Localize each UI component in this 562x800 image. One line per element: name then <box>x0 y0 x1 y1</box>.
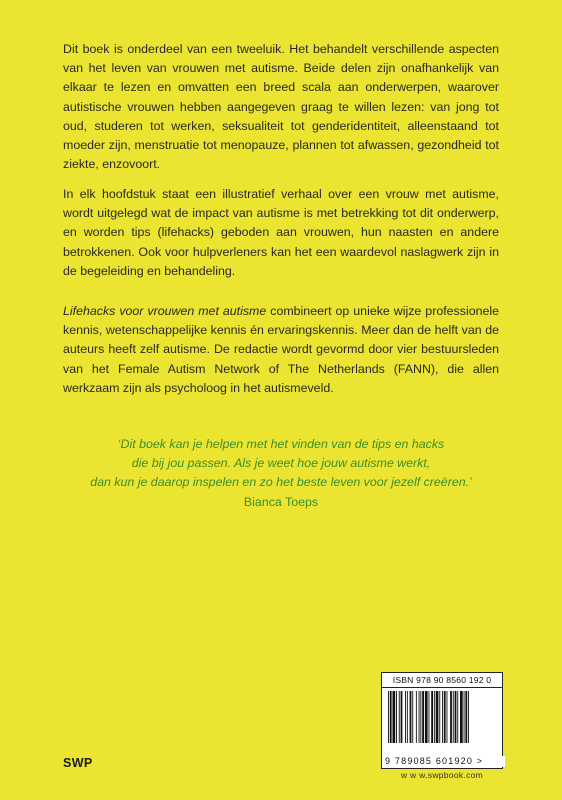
description-paragraph-1: Dit boek is onderdeel van een tweeluik. Het behandelt verschillende aspecten van het leven van vrouwen met autisme. Beide delen zijn onafhankelijk van elkaar te lezen en omvatten een breed scala aan onderwerpen, waarover autistische vrouwen hebben aangegeven graag te willen lezen: van jong tot oud, studeren tot werken, seksualiteit tot genderidentiteit, alleenstaand tot moeder zijn, menstruatie tot menopauze, plannen tot afwassen, gezondheid tot ziekte, enzovoort. <box>63 42 499 172</box>
barcode-digits: 9 789085 601920 > <box>382 756 505 767</box>
quote-line-3: dan kun je daarop inspelen en zo het beste leven voor jezelf creëren.’ <box>90 475 472 490</box>
barcode-bar <box>405 691 406 743</box>
barcode-bar <box>419 691 420 743</box>
barcode-bar <box>464 691 465 743</box>
barcode-bar <box>399 691 400 743</box>
description-paragraph-3-text: combineert op unieke wijze professionele kennis, wetenschappelijke kennis én ervaringskennis. Meer dan de helft van de auteurs heeft zelf autisme. De redactie wordt gevormd door vier bestuursleden van het Female Autism Network of The Netherlands (FANN), die allen werkzaam zijn als psycholoog in het autismeveld. <box>63 304 500 395</box>
barcode-bar <box>396 691 397 743</box>
barcode-bar <box>455 691 457 743</box>
isbn-barcode <box>381 672 503 769</box>
barcode-bar <box>447 691 448 743</box>
barcode-bar <box>460 691 463 743</box>
barcode-bar <box>442 691 443 743</box>
barcode-bar <box>439 691 440 743</box>
barcode-bar <box>390 691 392 743</box>
barcode-bar <box>457 691 458 743</box>
barcode-bars <box>382 689 502 755</box>
testimonial-quote <box>63 435 499 512</box>
quote-line-1: ‘Dit boek kan je helpen met het vinden van de tips en hacks <box>117 437 445 451</box>
barcode-bar <box>468 691 469 743</box>
barcode-bar <box>422 691 424 743</box>
barcode-bar <box>416 691 417 743</box>
barcode-bar <box>450 691 452 743</box>
barcode-bar <box>431 691 433 743</box>
barcode-bar <box>410 691 412 743</box>
barcode-bar <box>425 691 428 743</box>
barcode-bar <box>412 691 413 743</box>
description-paragraph-2: In elk hoofdstuk staat een illustratief verhaal over een vrouw met autisme, wordt uitgelegd wat de impact van autisme is met betrekking tot dit onderwerp, en worden tips (lifehacks) geboden aan vrouwen, hun naasten en andere betrokkenen. Ook voor hulpverleners kan het een waardevol naslagwerk zijn in de begeleiding en behandeling. <box>63 187 499 278</box>
barcode-bar <box>388 691 389 743</box>
description-paragraph-3 <box>63 302 499 398</box>
quote-author: Bianca Toeps <box>243 494 319 509</box>
barcode-bar <box>393 691 396 743</box>
quote-line-2: die bij jou passen. Als je weet hoe jouw autisme werkt, <box>131 456 431 471</box>
isbn-label: ISBN 978 90 8560 192 0 <box>382 673 502 688</box>
barcode-bar <box>420 691 421 743</box>
publisher-website: w w w.swpbook.com <box>400 770 484 780</box>
barcode-bar <box>401 691 403 743</box>
barcode-bar <box>434 691 435 743</box>
barcode-bar <box>407 691 408 743</box>
barcode-bar <box>453 691 454 743</box>
barcode-bar <box>429 691 430 743</box>
publisher-logo: SWP <box>63 756 93 770</box>
barcode-bar <box>465 691 467 743</box>
barcode-bar <box>436 691 439 743</box>
book-title-inline: Lifehacks voor vrouwen met autisme <box>63 304 267 318</box>
barcode-bar <box>444 691 446 743</box>
